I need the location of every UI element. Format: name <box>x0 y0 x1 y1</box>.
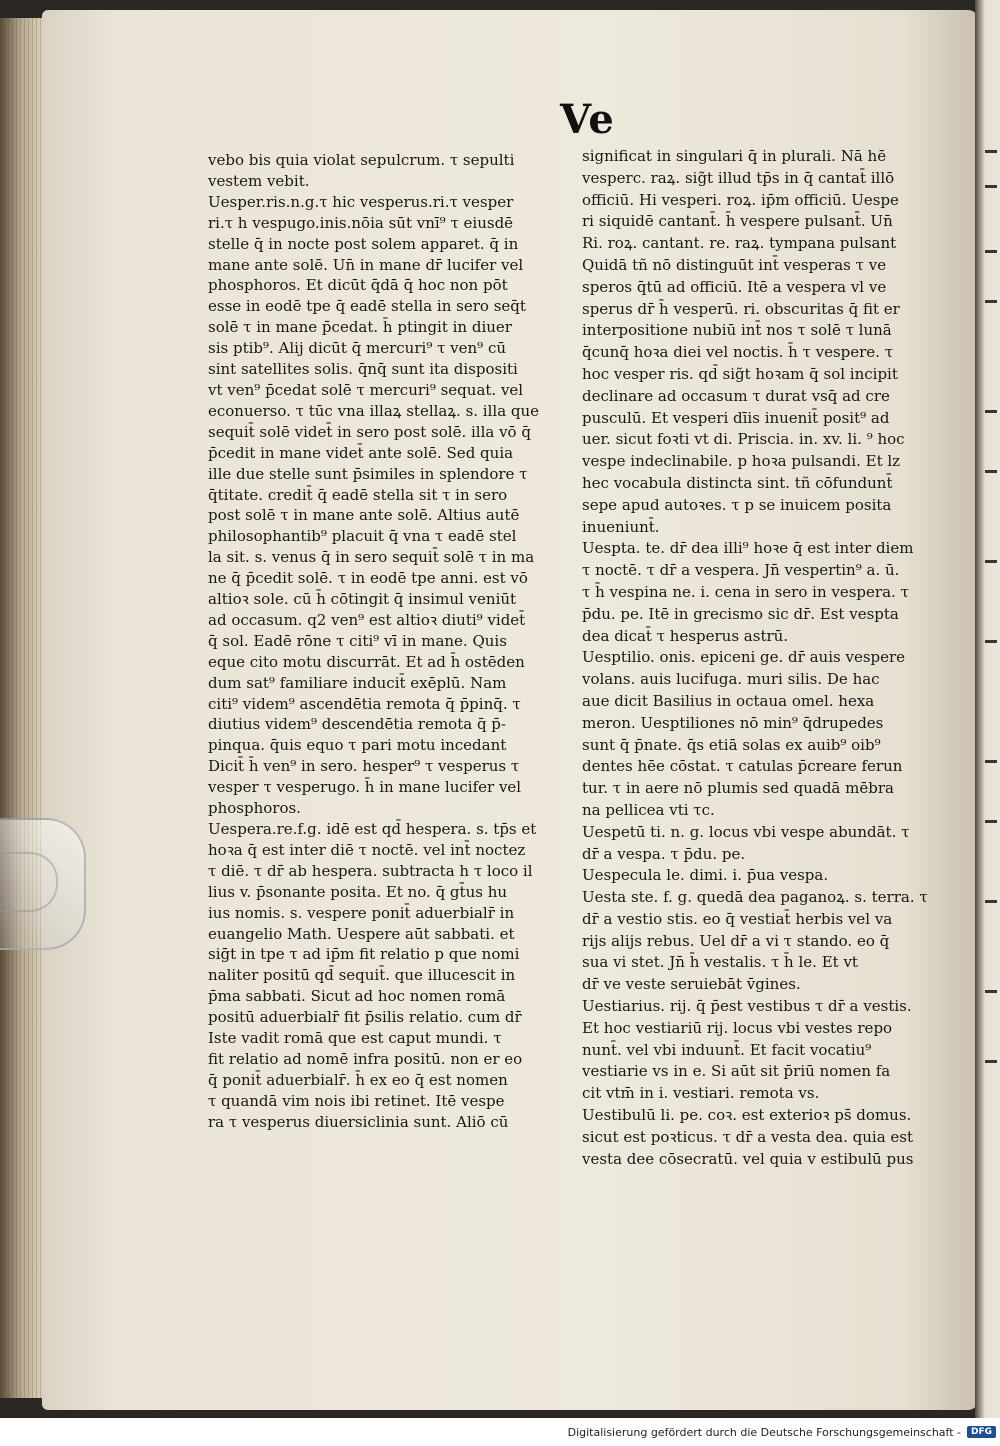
text-line: τ quandā vim nois ibi retinet. Itē vespe <box>208 1091 505 1110</box>
text-line: volans. auis lucifuga. muri silis. De hac <box>582 670 880 689</box>
text-line: Uestiarius. rij. q̄ p̄est vestibus τ dr̄ a vestis. <box>582 997 912 1016</box>
text-line: significat in singulari q̄ in plurali. Nā hē <box>582 147 887 165</box>
text-line: altioꝛ sole. cū h̄ cōtingit q̄ insimul veniūt <box>208 590 517 609</box>
text-line: phosphoros. Et dicūt q̄dā q̄ hoc non pōt <box>208 276 508 295</box>
text-line: Et hoc vestiariū rij. locus vbi vestes repo <box>582 1018 893 1037</box>
text-line: officiū. Hi vesperi. roꝝ. ip̄m officiū. Uespe <box>582 190 899 209</box>
text-line: interpositione nubiū int̄ nos τ solē τ lunā <box>582 321 892 340</box>
text-line: positū aduerbialr̄ fit p̄silis relatio. cum dr̄ <box>208 1008 522 1027</box>
page-clip <box>0 818 86 950</box>
text-line: euangelio Math. Uespere aūt sabbati. et <box>208 924 515 943</box>
text-line: p̄cedit in mane videt̄ ante solē. Sed quia <box>208 443 514 462</box>
text-line: τ noctē. τ dr̄ a vespera. Jn̄ vespertin⁹ a. ū. <box>582 561 900 580</box>
dfg-logo-icon: DFG <box>967 1426 996 1438</box>
text-line: esse in eodē tpe q̄ eadē stella in sero seq̄t <box>208 297 526 316</box>
text-line: vesperc. raꝝ. sig̃t illud tp̄s in q̄ cantat̄ illō <box>582 168 895 187</box>
text-line: na pellicea vti τc. <box>582 800 715 819</box>
text-line: vestem vebit. <box>208 171 310 190</box>
text-line: ri siquidē cantant̄. h̄ vespere pulsant̄. Un̄ <box>582 212 893 231</box>
text-line: p̄ma sabbati. Sicut ad hoc nomen romā <box>208 987 506 1006</box>
facing-page-edge <box>975 0 1000 1418</box>
text-line: ius nomis. s. vespere ponit̄ aduerbialr̄ in <box>208 903 515 922</box>
text-line: Uesta ste. f. g. quedā dea paganoꝝ. s. terra. τ <box>582 888 928 907</box>
footer-bar <box>0 1418 1000 1446</box>
text-line: hoc vesper ris. qd̄ sig̃t hoꝛam q̄ sol incipit <box>582 364 898 383</box>
footer-credit: Digitalisierung gefördert durch die Deutsche Forschungsgemeinschaft - <box>567 1425 961 1439</box>
text-line: sepe apud autoꝛes. τ p se inuicem posita <box>582 495 892 514</box>
text-line: dr̄ a vespa. τ p̄du. pe. <box>582 844 746 863</box>
text-line: sperus dr̄ h̄ vesperū. ri. obscuritas q̄ fit er <box>582 299 900 318</box>
text-column-left <box>208 150 580 1133</box>
text-line: Uestibulū li. pe. coꝛ. est exterioꝛ ps̄ domus. <box>582 1106 912 1125</box>
text-column-right <box>582 146 952 1170</box>
text-line: hoꝛa q̄ est inter diē τ noctē. vel int̄ noctez <box>208 840 526 859</box>
text-line: fit relatio ad nomē infra positū. non er eo <box>208 1049 523 1068</box>
text-line: q̄ ponit̄ aduerbialr̄. h̄ ex eo q̄ est nomen <box>208 1070 508 1089</box>
text-line: Uespta. te. dr̄ dea illi⁹ hoꝛe q̄ est inter diem <box>582 539 914 558</box>
text-line: declinare ad occasum τ durat vsq̄ ad cre <box>582 386 890 405</box>
text-line: dentes hēe cōstat. τ catulas p̄creare ferun <box>582 757 903 776</box>
text-line: citi⁹ videm⁹ ascendētia remota q̄ p̄pinq̄. τ <box>208 694 521 713</box>
text-line: q̄titate. credit̄ q̄ eadē stella sit τ in sero <box>208 485 508 504</box>
text-line: philosophantib⁹ placuit q̄ vna τ eadē stel <box>208 527 517 546</box>
text-line: sequit̄ solē videt̄ in sero post solē. illa vō q̄ <box>208 422 531 441</box>
text-line: sis ptib⁹. Alij dicūt q̄ mercuri⁹ τ ven⁹ cū <box>208 339 507 358</box>
text-line: vesper τ vesperugo. h̄ in mane lucifer vel <box>208 778 522 797</box>
text-line: τ diē. τ dr̄ ab hespera. subtracta h τ loco il <box>208 861 533 880</box>
text-line: stelle q̄ in nocte post solem apparet. q̄ in <box>208 234 519 253</box>
text-line: Uesper.ris.n.g.τ hic vesperus.ri.τ vesper <box>208 192 514 211</box>
text-line: τ h̄ vespina ne. i. cena in sero in vespera. τ <box>582 582 909 601</box>
text-line: aue dicit Basilius in octaua omel. hexa <box>582 691 875 710</box>
text-line: inueniunt̄. <box>582 517 660 536</box>
text-line: nunt̄. vel vbi induunt̄. Et facit vocatiu⁹ <box>582 1040 872 1059</box>
text-line: vt ven⁹ p̄cedat solē τ mercuri⁹ sequat. vel <box>208 380 524 399</box>
text-line: hec vocabula distincta sint. tñ cōfundunt̄ <box>582 473 893 492</box>
text-line: pinqua. q̄uis equo τ pari motu incedant <box>208 736 507 755</box>
text-line: q̄cunq̄ hoꝛa diei vel noctis. h̄ τ vespere. τ <box>582 343 894 362</box>
text-line: dr̄ a vestio stis. eo q̄ vestiat̄ herbis vel va <box>582 909 893 928</box>
text-line: dr̄ ve veste seruiebāt v̄gines. <box>582 975 801 994</box>
text-line: Uespera.re.f.g. idē est qd̄ hespera. s. tp̄s et <box>208 820 537 838</box>
text-line: ille due stelle sunt p̄similes in splendore τ <box>208 464 528 483</box>
text-line: ra τ vesperus diuersiclinia sunt. Aliō cū <box>208 1112 509 1131</box>
text-line: vesta dee cōsecratū. vel quia v estibulū pus <box>582 1149 914 1168</box>
text-line: solē τ in mane p̄cedat. h̄ ptingit in diuer <box>208 318 512 337</box>
text-line: sicut est poꝛticus. τ dr̄ a vesta dea. quia est <box>582 1127 914 1146</box>
text-line: uer. sicut foꝛti vt di. Priscia. in. xv. li. ⁹ hoc <box>582 430 905 449</box>
text-line: sunt q̄ p̄nate. q̄s etiā solas ex auib⁹ oib⁹ <box>582 735 881 754</box>
text-line: la sit. s. venus q̄ in sero sequit̄ solē τ in ma <box>208 548 535 567</box>
text-line: sint satellites solis. q̄nq̄ sunt ita dispositi <box>208 360 518 379</box>
text-line: dea dicat̄ τ hesperus astrū. <box>582 626 789 645</box>
text-line: vebo bis quia violat sepulcrum. τ sepulti <box>208 151 515 169</box>
text-line: meron. Uesptiliones nō min⁹ q̄drupedes <box>582 713 884 732</box>
text-line: q̄ sol. Eadē rōne τ citi⁹ vī in mane. Quis <box>208 631 507 650</box>
text-line: vespe indeclinabile. p hoꝛa pulsandi. Et lz <box>582 452 901 471</box>
text-line: rijs alijs rebus. Uel dr̄ a vi τ stando. eo q̄ <box>582 931 890 950</box>
text-line: Uespecula le. dimi. i. p̄ua vespa. <box>582 866 829 885</box>
text-line: Dicit̄ h̄ ven⁹ in sero. hesper⁹ τ vesperus τ <box>208 757 520 776</box>
text-line: eque cito motu discurrāt. Et ad h̄ ostēden <box>208 652 525 671</box>
text-line: pusculū. Et vesperi dīis inuenit̄ posit⁹ ad <box>582 408 890 427</box>
text-line: naliter positū qd̄ sequit̄. que illucescit in <box>208 966 516 985</box>
text-line: p̄du. pe. Itē in grecismo sic dr̄. Est vespta <box>582 604 899 623</box>
text-line: econuerso. τ tūc vna illaꝝ stellaꝝ. s. illa que <box>208 401 540 420</box>
text-line: ne q̄ p̄cedit solē. τ in eodē tpe anni. est vō <box>208 569 528 588</box>
text-line: Quidā tñ nō distinguūt int̄ vesperas τ ve <box>582 255 887 274</box>
text-line: mane ante solē. Un̄ in mane dr̄ lucifer vel <box>208 255 524 274</box>
text-line: sua vi stet. Jn̄ h̄ vestalis. τ h̄ le. Et vt <box>582 953 858 972</box>
text-line: speros q̄tū ad officiū. Itē a vespera vl ve <box>582 277 887 296</box>
text-line: dum sat⁹ familiare inducit̄ exēplū. Nam <box>208 673 507 692</box>
text-line: Uespetū ti. n. g. locus vbi vespe abundāt. τ <box>582 822 910 841</box>
page-header: Ve <box>560 96 615 143</box>
text-line: Uesptilio. onis. epiceni ge. dr̄ auis vespere <box>582 648 906 667</box>
text-line: Iste vadit romā que est caput mundi. τ <box>208 1029 502 1048</box>
text-line: post solē τ in mane ante solē. Altius autē <box>208 506 520 525</box>
text-line: diutius videm⁹ descendētia remota q̄ p̄- <box>208 715 506 734</box>
text-line: lius v. p̄sonante posita. Et no. q̄ gt̄us hu <box>208 882 508 901</box>
text-line: Ri. roꝝ. cantant. re. raꝝ. tympana pulsant <box>582 234 897 253</box>
text-line: ri.τ h vespugo.inis.nōia sūt vnī⁹ τ eiusdē <box>208 213 514 232</box>
text-line: vestiarie vs in e. Si aūt sit p̄riū nomen fa <box>582 1062 891 1081</box>
text-line: siḡt in tpe τ ad ip̄m fit relatio p que nomi <box>208 945 520 964</box>
text-line: cit vtm̄ in i. vestiari. remota vs. <box>582 1084 820 1103</box>
text-line: phosphoros. <box>208 799 301 818</box>
text-line: tur. τ in aere nō plumis sed quadā mēbra <box>582 779 894 798</box>
text-line: ad occasum. q2 ven⁹ est altioꝛ diuti⁹ videt̄ <box>208 610 526 629</box>
